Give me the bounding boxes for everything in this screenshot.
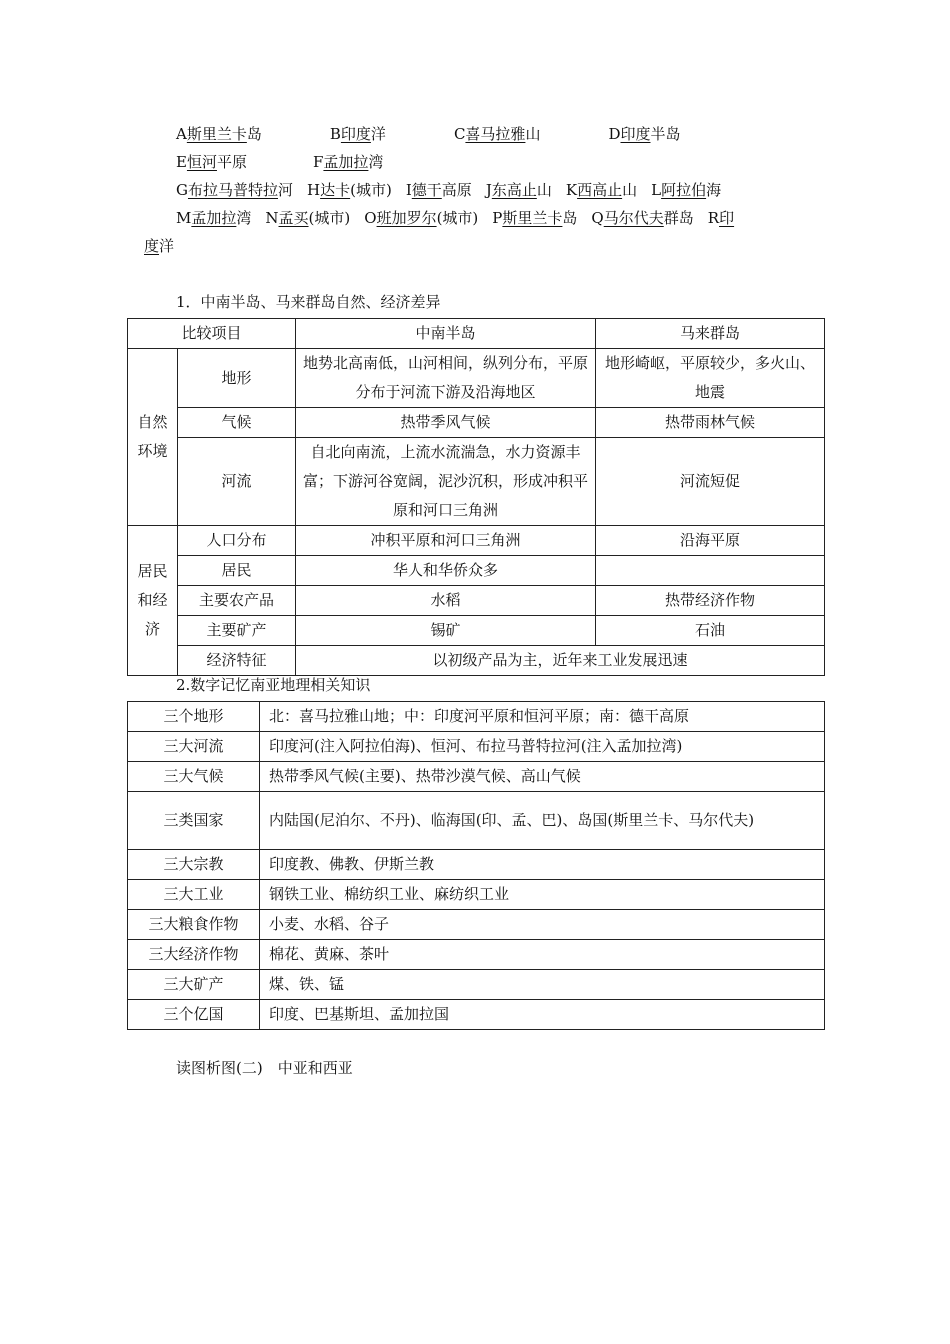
row-label: 经济特征 [178,646,296,676]
cell: 热带雨林气候 [596,408,825,438]
header-cell: 中南半岛 [296,319,596,349]
cell: 以初级产品为主，近年来工业发展迅速 [296,646,825,676]
row-label: 主要农产品 [178,586,296,616]
answer-R: R印 [707,209,735,227]
cell: 地形崎岖，平原较少，多火山、地震 [596,349,825,408]
answer-I: I德干高原 [405,181,472,199]
section1-title: 1．中南半岛、马来群岛自然、经济差异 [176,293,441,311]
answer-E: E恒河平原 [176,153,247,171]
row-label: 河流 [178,438,296,526]
table-row [128,586,825,616]
answer-Q: Q马尔代夫群岛 [591,209,694,227]
row-value: 印度教、佛教、伊斯兰教 [260,850,825,880]
row-key: 三大工业 [128,880,260,910]
answer-H: H达卡(城市) [307,181,392,199]
table-header-row [128,319,825,349]
row-key: 三大粮食作物 [128,910,260,940]
header-cell: 马来群岛 [596,319,825,349]
cell: 华人和华侨众多 [296,556,596,586]
table-row [128,526,825,556]
cell: 地势北高南低，山河相间，纵列分布，平原分布于河流下游及沿海地区 [296,349,596,408]
table-row [128,910,825,940]
group-label-nature: 自然环境 [128,349,178,526]
answer-M: M孟加拉湾 [176,209,252,227]
row-key: 三大宗教 [128,850,260,880]
table-row [128,646,825,676]
cell: 沿海平原 [596,526,825,556]
row-label: 地形 [178,349,296,408]
row-value: 煤、铁、锰 [260,970,825,1000]
answer-G: G布拉马普特拉河 [176,181,294,199]
row-key: 三类国家 [128,792,260,850]
answer-L: L阿拉伯海 [651,181,722,199]
cell: 锡矿 [296,616,596,646]
table-row [128,792,825,850]
row-key: 三大气候 [128,762,260,792]
south-asia-table [127,701,825,1030]
answer-P: P斯里兰卡岛 [492,209,578,227]
answer-O: O班加罗尔(城市) [364,209,479,227]
row-key: 三个亿国 [128,1000,260,1030]
cell: 石油 [596,616,825,646]
cell: 自北向南流，上流水流湍急，水力资源丰富；下游河谷宽阔，泥沙沉积，形成冲积平原和河口三角洲 [296,438,596,526]
row-value: 小麦、水稻、谷子 [260,910,825,940]
row-value: 热带季风气候(主要)、热带沙漠气候、高山气候 [260,762,825,792]
table-row [128,616,825,646]
table-row [128,1000,825,1030]
cell: 冲积平原和河口三角洲 [296,526,596,556]
table-row [128,970,825,1000]
cell [596,556,825,586]
row-key: 三个地形 [128,702,260,732]
answer-line-5: 度洋 [144,237,175,255]
row-label: 气候 [178,408,296,438]
row-label: 主要矿产 [178,616,296,646]
table-row [128,732,825,762]
answer-line-2 [176,152,383,172]
answer-A: A斯里兰卡岛 [176,125,262,143]
table-row [128,349,825,408]
header-cell: 比较项目 [128,319,296,349]
group-label-economy: 居民和经济 [128,526,178,676]
answer-C: C喜马拉雅山 [453,125,541,143]
table-row [128,762,825,792]
row-value: 棉花、黄麻、茶叶 [260,940,825,970]
answer-line-1 [176,124,681,144]
table-row [128,850,825,880]
row-key: 三大矿产 [128,970,260,1000]
row-label: 居民 [178,556,296,586]
row-value: 内陆国(尼泊尔、不丹)、临海国(印、孟、巴)、岛国(斯里兰卡、马尔代夫) [260,792,825,850]
row-value: 印度河(注入阿拉伯海)、恒河、布拉马普特拉河(注入孟加拉湾) [260,732,825,762]
answer-line-3 [176,180,721,200]
answer-J: J东高止山 [485,181,552,199]
cell: 热带经济作物 [596,586,825,616]
table-row [128,438,825,526]
comparison-table [127,318,825,676]
row-key: 三大经济作物 [128,940,260,970]
table-row [128,702,825,732]
row-value: 北：喜马拉雅山地；中：印度河平原和恒河平原；南：德干高原 [260,702,825,732]
cell: 河流短促 [596,438,825,526]
answer-B: B印度洋 [329,125,386,143]
answer-K: K西高止山 [565,181,638,199]
cell: 热带季风气候 [296,408,596,438]
row-value: 钢铁工业、棉纺织工业、麻纺织工业 [260,880,825,910]
answer-line-4 [176,208,734,228]
cell: 水稻 [296,586,596,616]
table-row [128,408,825,438]
row-label: 人口分布 [178,526,296,556]
table-row [128,940,825,970]
answer-N: N孟买(城市) [265,209,351,227]
footer-title: 读图析图(二) 中亚和西亚 [176,1059,353,1077]
row-key: 三大河流 [128,732,260,762]
answer-F: F孟加拉湾 [312,153,384,171]
table-row [128,556,825,586]
row-value: 印度、巴基斯坦、孟加拉国 [260,1000,825,1030]
answer-D: D印度半岛 [608,125,681,143]
section2-title: 2.数字记忆南亚地理相关知识 [176,676,371,694]
table-row [128,880,825,910]
